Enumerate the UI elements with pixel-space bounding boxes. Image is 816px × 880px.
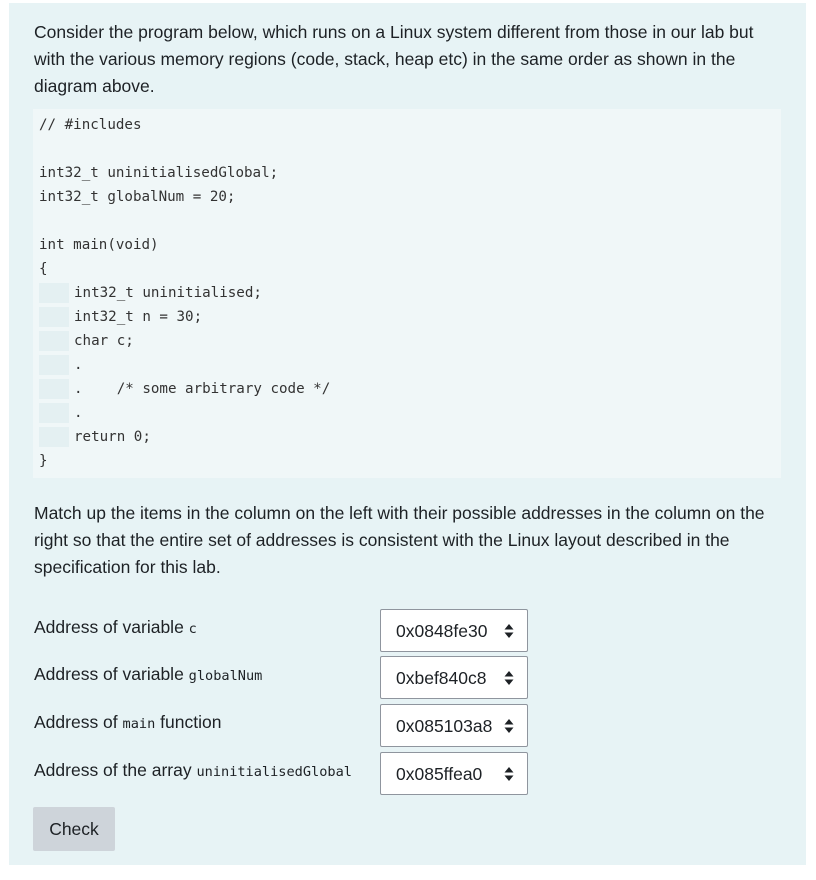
question-intro: Consider the program below, which runs on a Linux system different from those in our lab but with the various memory regions (code, stack, heap etc) in the same order as shown in the diagram above. [34, 22, 754, 96]
match-item-label [34, 712, 221, 733]
code-line: . [74, 405, 83, 421]
indent-guide [39, 403, 69, 423]
label-text: Address of [34, 712, 123, 732]
address-select[interactable] [380, 704, 528, 747]
code-line: . [74, 357, 83, 373]
address-select[interactable] [380, 752, 528, 795]
code-line: int32_t globalNum = 20; [39, 189, 236, 205]
code-line: // #includes [39, 117, 142, 133]
indent-guide [39, 307, 69, 327]
indent-guide [39, 355, 69, 375]
selected-value: 0x085ffea0 [396, 764, 483, 784]
label-code: uninitialisedGlobal [196, 764, 352, 780]
label-code: globalNum [188, 668, 263, 684]
code-line: } [39, 453, 48, 469]
label-text: Address of variable [34, 664, 189, 684]
select-updown-icon [504, 670, 514, 686]
indent-guide [39, 427, 69, 447]
code-line: int32_t n = 30; [74, 309, 203, 325]
code-line: char c; [74, 333, 134, 349]
code-line: { [39, 261, 48, 277]
address-select[interactable] [380, 656, 528, 699]
selected-value: 0xbef840c8 [396, 668, 487, 688]
select-updown-icon [504, 623, 514, 639]
code-line: int32_t uninitialised; [74, 285, 262, 301]
check-button[interactable]: Check [33, 807, 115, 851]
selected-value: 0x0848fe30 [396, 621, 488, 641]
select-updown-icon [504, 766, 514, 782]
select-updown-icon [504, 718, 514, 734]
code-line: int32_t uninitialisedGlobal; [39, 165, 279, 181]
label-text: Address of variable [34, 617, 189, 637]
match-item-label [34, 617, 197, 638]
selected-value: 0x085103a8 [396, 716, 493, 736]
indent-guide [39, 331, 69, 351]
code-line: . /* some arbitrary code */ [74, 381, 331, 397]
indent-guide [39, 283, 69, 303]
code-line: return 0; [74, 429, 151, 445]
label-code: main [122, 716, 156, 732]
label-text: function [155, 712, 222, 732]
indent-guide [39, 379, 69, 399]
code-line: int main(void) [39, 237, 159, 253]
code-block [33, 109, 781, 478]
label-text: Address of the array [34, 760, 197, 780]
match-instructions: Match up the items in the column on the left with their possible addresses in the column on the right so that the entire set of addresses is consistent with the Linux layout described in the specification for this lab. [34, 503, 765, 577]
match-item-label [34, 760, 352, 781]
label-code: c [188, 621, 197, 637]
address-select[interactable] [380, 609, 528, 652]
match-item-label [34, 664, 262, 685]
